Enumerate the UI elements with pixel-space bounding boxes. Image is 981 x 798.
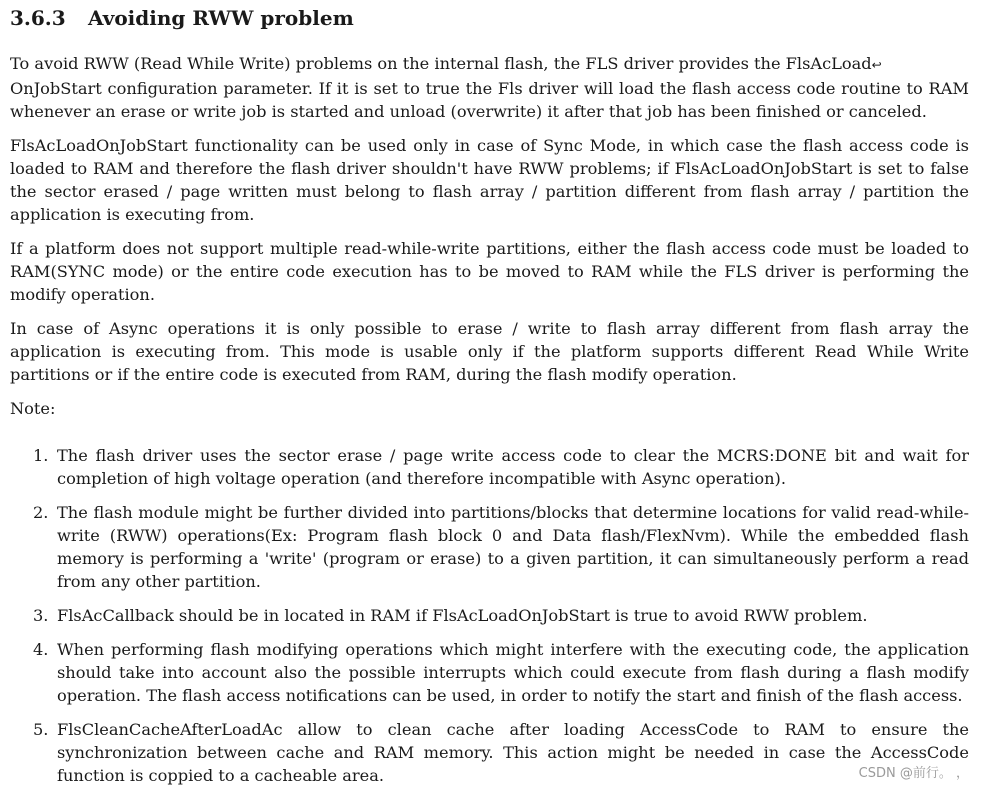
document-page [10,0,969,798]
list-item-text: FlsAcCallback should be in located in RAM if FlsAcLoadOnJobStart is true to avoid RWW problem. [57,606,868,625]
list-item-number: 1. [33,446,49,465]
paragraph-platform-support: If a platform does not support multiple read-while-write partitions, either the flash access code must be loaded to RAM(SYNC mode) or the entire code execution has to be moved to RAM while the FLS driver is performing the modify operation. [10,239,969,304]
list-item [10,501,969,593]
notes-list [10,444,969,787]
list-item-number: 3. [33,606,49,625]
list-item-text: When performing flash modifying operations which might interfere with the executing code, the application should take into account also the possible interrupts which could execute from flash during a flash modify operation. The flash access notifications can be used, in order to notify the start and finish of the flash access. [57,640,969,705]
list-item [10,604,969,627]
list-item-text: The flash module might be further divided into partitions/blocks that determine locations for valid read-while-write (RWW) operations(Ex: Program flash block 0 and Data flash/FlexNvm). While the embedded flash memory is performing a 'write' (program or erase) to a given partition, it can simultaneously perform a read from any other partition. [57,503,969,591]
list-item-number: 4. [33,640,49,659]
list-item [10,638,969,707]
note-label: Note: [10,399,56,418]
list-item [10,444,969,490]
paragraph-rww-intro-rest: If it is set to true the Fls driver will load the flash access code routine to RAM whenever an erase or write job is started and unload (overwrite) it after that job has been finished or canceled. [10,79,969,121]
list-item [10,718,969,787]
section-heading [10,5,969,31]
list-item-number: 2. [33,503,49,522]
section-number: 3.6.3 [10,6,66,30]
section-title: Avoiding RWW problem [88,6,354,30]
csdn-watermark: CSDN @前行。 ， [859,762,969,781]
list-item-text: The flash driver uses the sector erase / page write access code to clear the MCRS:DONE bit and wait for completion of high voltage operation (and therefore incompatible with Async operation). [57,446,969,488]
paragraph-rww-intro-line1: To avoid RWW (Read While Write) problems on the internal flash, the FLS driver provides the FlsAcLoad [10,54,872,73]
paragraph-rww-intro-cont: OnJobStart configuration parameter. [10,79,313,98]
paragraph-rww-intro [10,52,969,123]
paragraph-sync-mode: FlsAcLoadOnJobStart functionality can be used only in case of Sync Mode, in which case the flash access code is loaded to RAM and therefore the flash driver shouldn't have RWW problems; if FlsAcLoadOnJobStart is set to false the sector erased / page written must belong to flash array / partition different from flash array / partition the application is executing from. [10,136,969,224]
list-item-text: FlsCleanCacheAfterLoadAc allow to clean cache after loading AccessCode to RAM to ensure the synchronization between cache and RAM memory. This action might be needed in case the AccessCode function is coppied to a cacheable area. [57,720,969,785]
line-continuation-arrow-icon: ↩ [871,58,882,72]
paragraph-async-operations: In case of Async operations it is only possible to erase / write to flash array different from flash array the application is executing from. This mode is usable only if the platform supports different Read While Write partitions or if the entire code is executed from RAM, during the flash modify operation. [10,319,969,384]
list-item-number: 5. [33,720,49,739]
